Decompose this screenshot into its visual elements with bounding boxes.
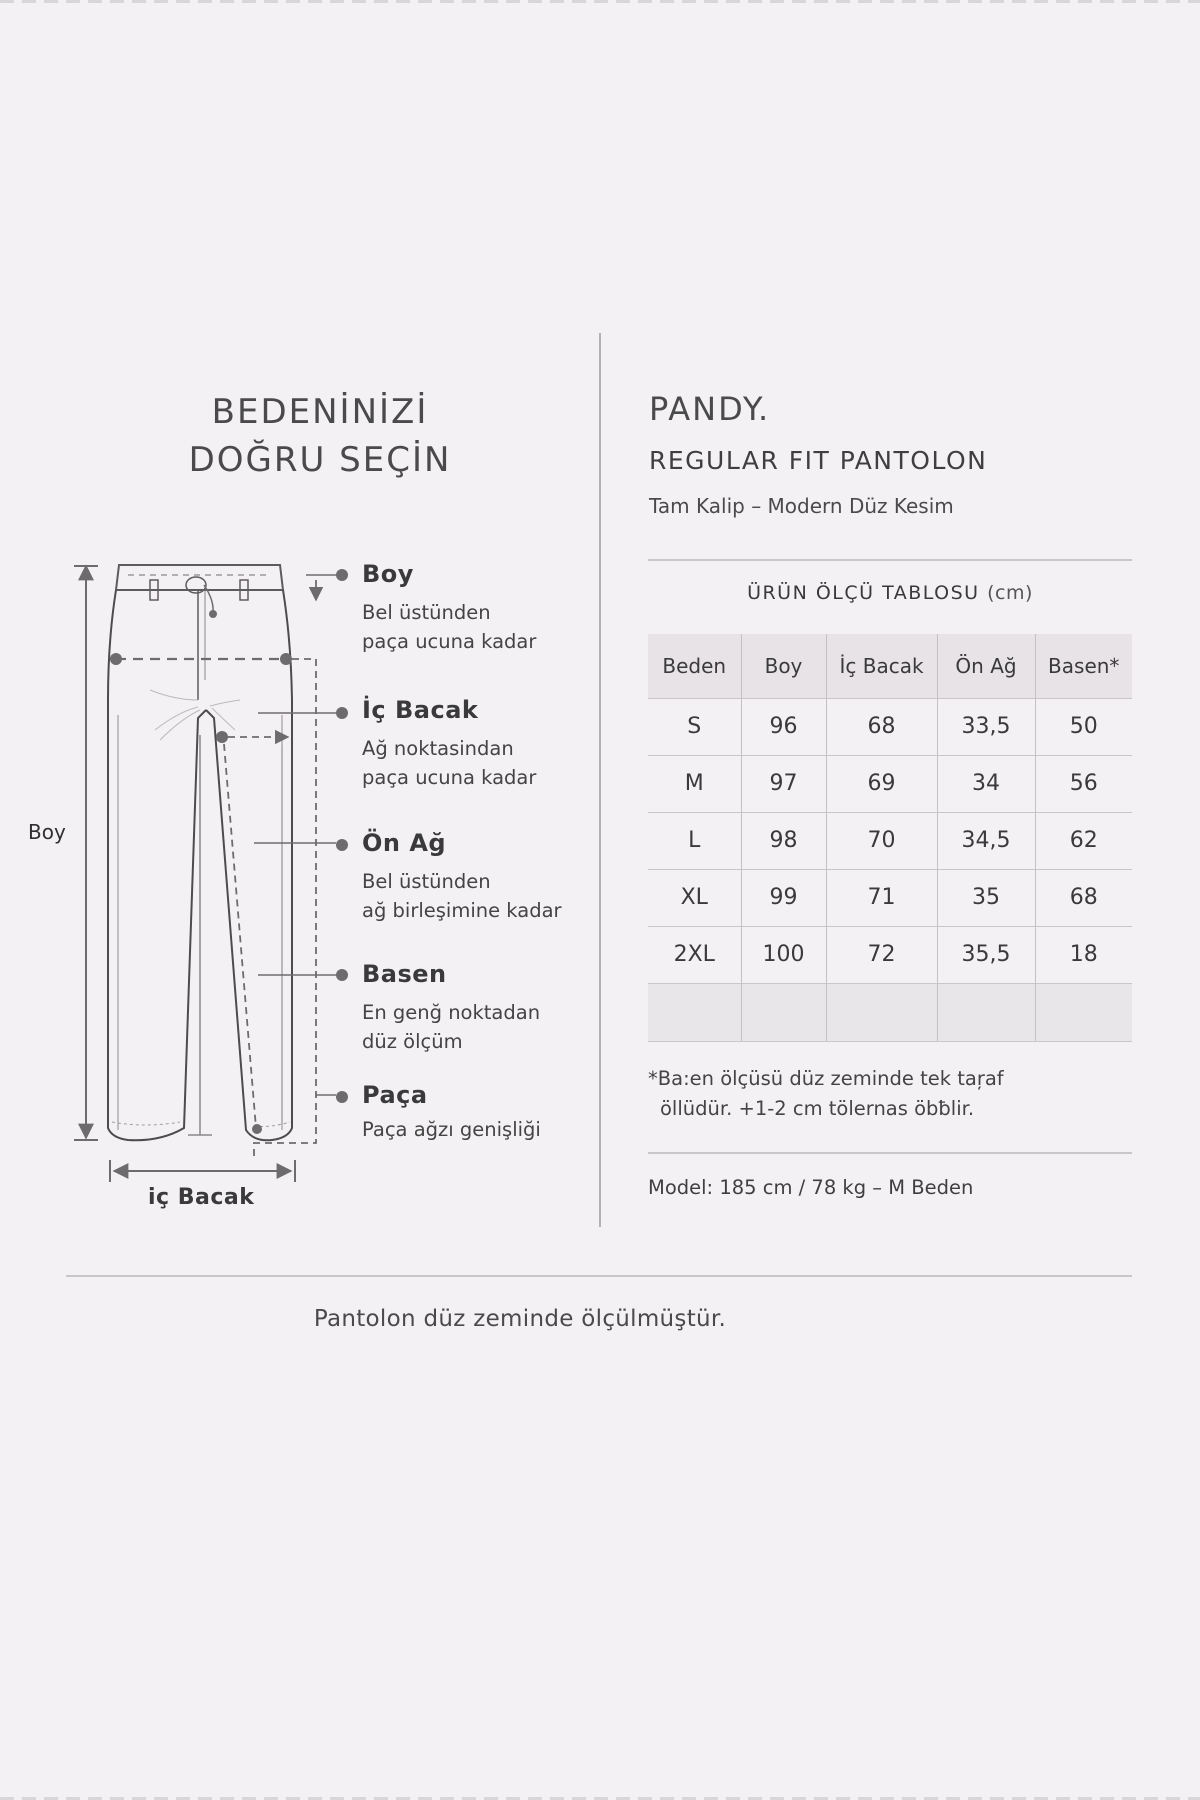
col-header-ic-bacak: İç Bacak: [826, 634, 937, 698]
page-title: [120, 388, 520, 484]
legend-ic-bacak-name: İç Bacak: [362, 696, 479, 724]
legend-basen-name: Basen: [362, 960, 447, 988]
cell-ic-bacak: 70: [826, 812, 937, 869]
divider-line: [66, 1275, 1132, 1277]
cell-on-ag: 33,5: [937, 698, 1035, 755]
cell-basen: 56: [1035, 755, 1132, 812]
product-name: REGULAR FIT PANTOLON: [649, 446, 988, 475]
cell-size: 2XL: [648, 926, 741, 983]
legend-on-ag-desc: Bel üstünden ağ birleşimine kadar: [362, 870, 562, 922]
cell-on-ag: 34: [937, 755, 1035, 812]
trousers-diagram: [0, 540, 360, 1200]
cell-basen: 18: [1035, 926, 1132, 983]
measurement-note: Pantolon düz zeminde ölçülmüştür.: [313, 1306, 727, 1332]
boy-dimension-arrow: [74, 566, 98, 1140]
legend-paca: [362, 1081, 541, 1144]
table-row: [648, 812, 1132, 869]
cell-ic-bacak: 72: [826, 926, 937, 983]
basen-footnote: *Ba:en ölçüsü düz zeminde tek taŗaf öllüdür. +1-2 cm tölernas öbƀlir.: [648, 1067, 1004, 1120]
cell-ic-bacak: 71: [826, 869, 937, 926]
legend-basen-desc: En genğ noktadan düz ölçüm: [362, 1001, 541, 1053]
legend-ic-bacak: [362, 696, 536, 792]
boy-side-label: Boy: [28, 820, 66, 844]
cell-size: S: [648, 698, 741, 755]
cell-size: XL: [648, 869, 741, 926]
legend-paca-desc: Paça ağzı genişliği: [362, 1118, 541, 1141]
table-header-row: [648, 634, 1132, 698]
cell-boy: 99: [741, 869, 826, 926]
product-subtitle: Tam Kalip – Modern Düz Kesim: [649, 494, 954, 518]
col-header-beden: Beden: [648, 634, 741, 698]
legend-boy-name: Boy: [362, 560, 414, 588]
cell-boy: 98: [741, 812, 826, 869]
col-header-on-ag: Ön Ağ: [937, 634, 1035, 698]
model-info: Model: 185 cm / 78 kg – M Beden: [648, 1176, 974, 1199]
legend-on-ag-name: Ön Ağ: [362, 829, 447, 857]
legend-boy: [362, 560, 536, 656]
cell-on-ag: 35: [937, 869, 1035, 926]
legend-boy-desc: Bel üstünden paça ucuna kadar: [362, 601, 537, 653]
cell-boy: 96: [741, 698, 826, 755]
legend-on-ag: [362, 829, 562, 925]
cell-on-ag: 34,5: [937, 812, 1035, 869]
ic-bacak-dimension-arrow: [110, 1160, 295, 1182]
cell-basen: 68: [1035, 869, 1132, 926]
cell-ic-bacak: 69: [826, 755, 937, 812]
col-header-basen: Basen*: [1035, 634, 1132, 698]
divider-line: [648, 1152, 1132, 1154]
vertical-divider: [599, 333, 601, 1227]
cell-basen: 62: [1035, 812, 1132, 869]
cell-boy: 100: [741, 926, 826, 983]
title-line-1: BEDENİNİZİ: [211, 392, 429, 432]
page-top-edge: [0, 0, 1200, 3]
title-line-2: DOĞRU SEÇİN: [188, 440, 452, 480]
size-table: [648, 634, 1132, 1042]
table-row: [648, 698, 1132, 755]
cell-size: L: [648, 812, 741, 869]
legend-paca-name: Paça: [362, 1081, 428, 1109]
legend-basen: [362, 960, 540, 1056]
cell-boy: 97: [741, 755, 826, 812]
table-row: [648, 926, 1132, 983]
cell-size: M: [648, 755, 741, 812]
legend-ic-bacak-desc: Ağ noktasindan paça ucuna kadar: [362, 737, 537, 789]
table-row: [648, 755, 1132, 812]
divider-line: [648, 559, 1132, 561]
ic-bacak-bottom-label: iç Bacak: [148, 1185, 255, 1210]
table-row: [648, 869, 1132, 926]
col-header-boy: Boy: [741, 634, 826, 698]
cell-on-ag: 35,5: [937, 926, 1035, 983]
table-row-empty: [648, 983, 1132, 1041]
cell-ic-bacak: 68: [826, 698, 937, 755]
size-table-title: ÜRÜN ÖLÇÜ TABLOSU (cm): [747, 582, 1033, 604]
cell-basen: 50: [1035, 698, 1132, 755]
brand-name: PANDY.: [649, 390, 771, 428]
